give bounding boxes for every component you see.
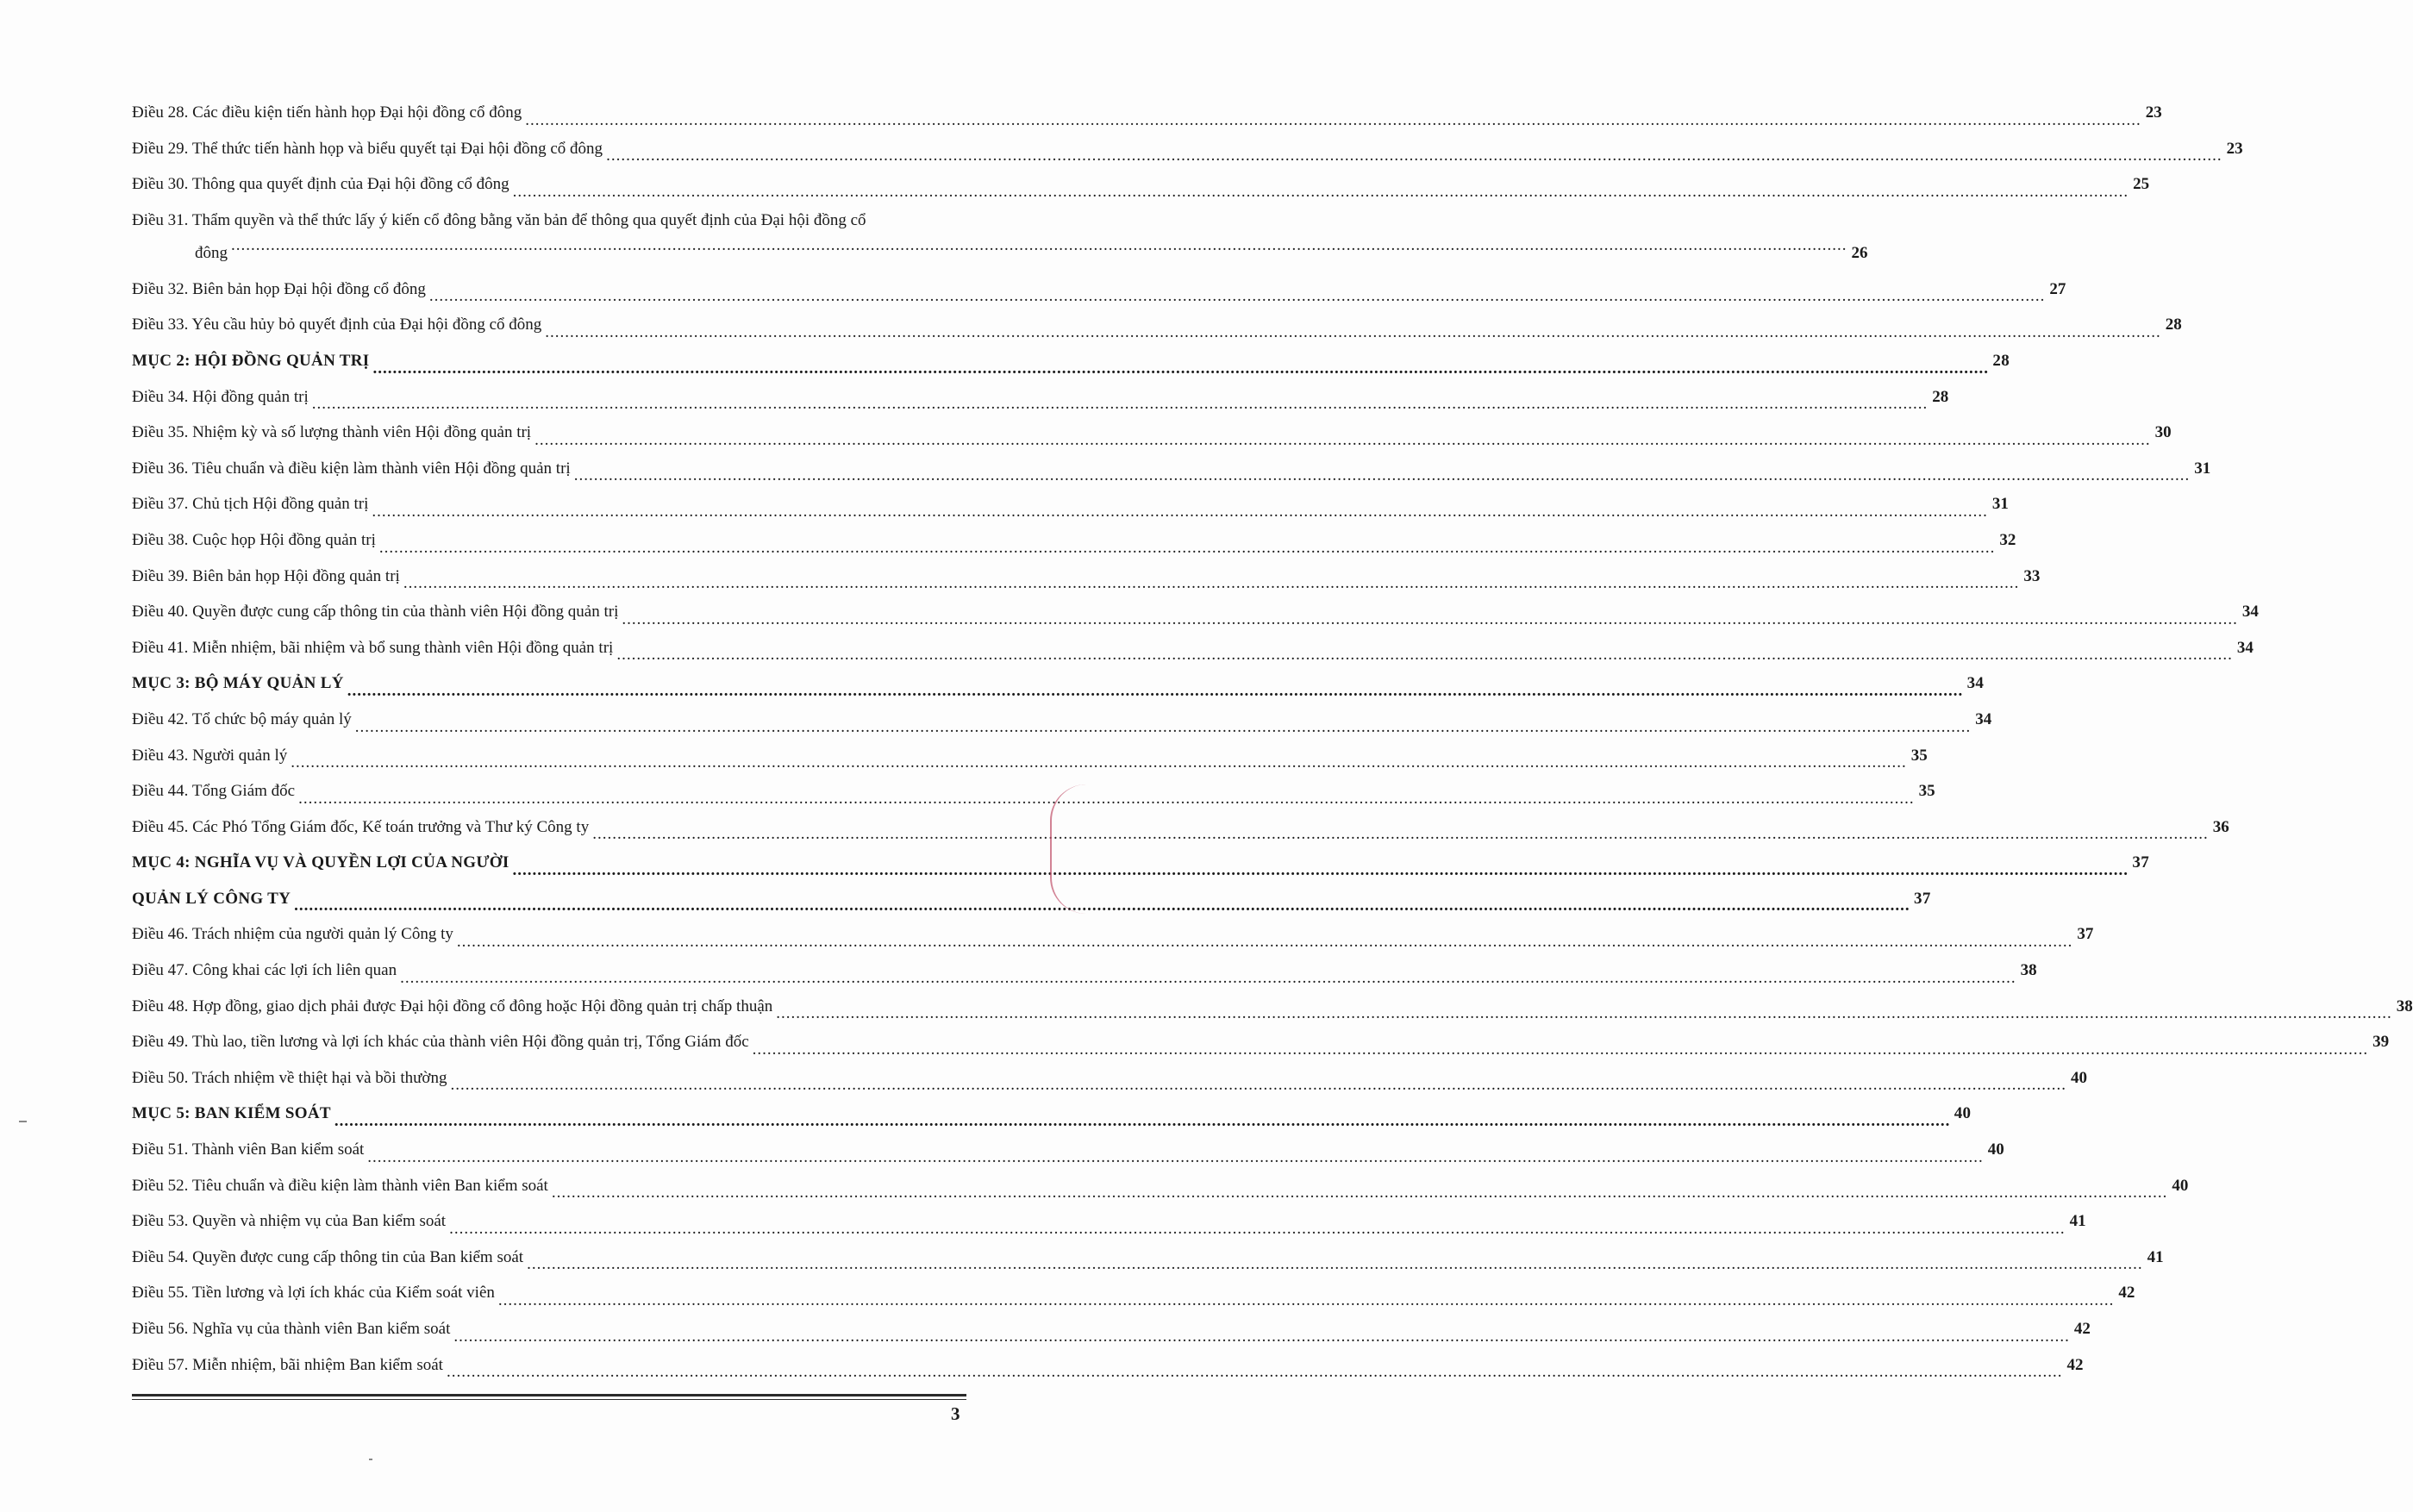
toc-page-number: 37 (2077, 925, 2094, 944)
toc-entry[interactable] (132, 139, 2243, 175)
toc-page-number: 37 (1914, 889, 1931, 908)
toc-entry[interactable] (132, 315, 2182, 351)
toc-page-number: 31 (1991, 495, 2009, 514)
toc-entry-label: Điều 31. Thẩm quyền và thể thức lấy ý kiến cổ đông bằng văn bản để thông qua quyết định của Đại hội đồng cổ (132, 210, 866, 229)
toc-entry[interactable] (132, 1068, 2087, 1104)
toc-page-number: 37 (2132, 853, 2150, 872)
dot-leader (379, 538, 1996, 559)
dot-leader (450, 1075, 2066, 1096)
dot-leader (447, 1362, 2063, 1383)
toc-entry-label: Điều 35. Nhiệm kỳ và số lượng thành viên Hội đồng quản trị (132, 423, 532, 442)
toc-entry-label: Điều 45. Các Phó Tổng Giám đốc, Kế toán trưởng và Thư ký Công ty (132, 817, 590, 836)
dot-leader (457, 932, 2073, 953)
toc-entry[interactable] (132, 1211, 2086, 1247)
toc-page-number: 27 (2049, 279, 2066, 298)
toc-entry-label: Điều 54. Quyền được cung cấp thông tin của Ban kiểm soát (132, 1247, 524, 1266)
toc-entry-label: Điều 51. Thành viên Ban kiểm soát (132, 1140, 365, 1159)
toc-entry-label: Điều 37. Chủ tịch Hội đồng quản trị (132, 495, 369, 514)
table-of-contents (132, 103, 2413, 1390)
toc-page-number: 36 (2212, 817, 2229, 836)
toc-entry[interactable] (132, 422, 2172, 459)
toc-entry-label: Điều 44. Tổng Giám đốc (132, 782, 296, 801)
stamp-edge (1050, 784, 1086, 914)
toc-entry[interactable] (132, 746, 1928, 782)
dot-leader (616, 645, 2233, 665)
toc-entry[interactable] (132, 1032, 2390, 1068)
toc-page-number: 40 (1987, 1140, 2004, 1159)
toc-page-number: 28 (1932, 387, 1949, 406)
toc-entry-label: Điều 48. Hợp đồng, giao dịch phải được Đại hội đồng cổ đông hoặc Hội đồng quản trị chấp thuận (132, 997, 773, 1015)
dot-leader (347, 681, 1964, 702)
toc-entry-label: Điều 39. Biên bản họp Hội đồng quản trị (132, 566, 400, 585)
dot-leader (753, 1040, 2369, 1060)
toc-entry-label-continued: đông (195, 243, 228, 262)
dot-leader (367, 1147, 1984, 1168)
toc-page-number: 26 (1851, 243, 1868, 262)
toc-page-number: 23 (2145, 103, 2162, 122)
dot-leader (592, 824, 2209, 845)
toc-entry-label: Điều 32. Biên bản họp Đại hội đồng cổ đông (132, 279, 426, 298)
toc-page-number: 40 (1954, 1104, 1972, 1123)
dot-leader (606, 146, 2222, 166)
toc-page-number: 38 (2396, 997, 2413, 1015)
toc-page-number: 28 (2165, 316, 2182, 334)
toc-entry-label: Điều 50. Trách nhiệm về thiệt hại và bồi thường (132, 1068, 447, 1087)
toc-page-number: 42 (2118, 1284, 2135, 1303)
toc-entry[interactable] (132, 1283, 2135, 1319)
toc-entry-label: Điều 49. Thù lao, tiền lương và lợi ích khác của thành viên Hội đồng quản trị, Tổng Giám đốc (132, 1033, 749, 1052)
toc-entry[interactable] (132, 103, 2162, 139)
toc-entry[interactable] (132, 924, 2094, 960)
dot-leader (429, 286, 2046, 307)
toc-entry[interactable] (132, 494, 2009, 530)
toc-entry-label: Điều 42. Tổ chức bộ máy quản lý (132, 709, 352, 728)
toc-page-number: 32 (1999, 530, 2016, 549)
toc-page-number: 39 (2372, 1033, 2390, 1052)
toc-page-number: 38 (2020, 961, 2037, 980)
dot-leader (453, 1327, 2070, 1347)
toc-entry-label: Điều 56. Nghĩa vụ của thành viên Ban kiểm soát (132, 1320, 451, 1338)
toc-section-label: MỤC 2: HỘI ĐỒNG QUẢN TRỊ (132, 351, 370, 370)
toc-entry[interactable] (132, 387, 1949, 423)
scan-speck (19, 1121, 27, 1122)
toc-entry-label: Điều 36. Tiêu chuẩn và điều kiện làm thành viên Hội đồng quản trị (132, 459, 571, 478)
toc-entry-label: Điều 46. Trách nhiệm của người quản lý Công ty (132, 925, 453, 944)
dot-leader (373, 359, 1990, 379)
dot-leader (545, 322, 2161, 343)
toc-page-number: 42 (2073, 1320, 2091, 1338)
dot-leader (312, 394, 1929, 415)
dot-leader (527, 1254, 2143, 1275)
toc-page-number: 30 (2154, 423, 2172, 442)
toc-entry[interactable] (132, 530, 2016, 566)
dot-leader (298, 789, 1915, 809)
toc-entry[interactable] (132, 1176, 2189, 1212)
toc-entry-label: Điều 29. Thể thức tiến hành họp và biểu quyết tại Đại hội đồng cổ đông (132, 139, 603, 158)
toc-entry-label: Điều 55. Tiền lương và lợi ích khác của Kiểm soát viên (132, 1284, 495, 1303)
dot-leader (231, 235, 1847, 256)
toc-page-number: 31 (2194, 459, 2211, 478)
toc-page-number: 41 (2147, 1247, 2164, 1266)
dot-leader (291, 753, 1907, 773)
toc-entry[interactable] (132, 459, 2211, 495)
toc-entry-label: Điều 30. Thông qua quyết định của Đại hội đồng cổ đông (132, 175, 509, 194)
toc-entry[interactable] (132, 781, 1935, 817)
toc-page-number: 35 (1918, 782, 1935, 801)
toc-entry[interactable] (132, 1247, 2164, 1284)
dot-leader (449, 1219, 2066, 1240)
toc-section-label: QUẢN LÝ CÔNG TY (132, 889, 291, 908)
toc-entry-label: Điều 53. Quyền và nhiệm vụ của Ban kiểm soát (132, 1212, 447, 1231)
dot-leader (525, 110, 2141, 131)
toc-page-number: 41 (2069, 1212, 2086, 1231)
toc-page-number: 34 (1966, 674, 1985, 693)
dot-leader (403, 573, 2020, 594)
toc-entry-label: Điều 57. Miễn nhiệm, bãi nhiệm Ban kiểm soát (132, 1355, 443, 1374)
toc-entry-label: Điều 43. Người quản lý (132, 746, 288, 765)
toc-entry[interactable] (132, 1140, 2004, 1176)
toc-page-number: 34 (1975, 709, 1992, 728)
toc-section-heading[interactable] (132, 889, 1931, 925)
dot-leader (372, 502, 1988, 522)
dot-leader (294, 896, 1910, 916)
toc-page-number: 33 (2023, 566, 2041, 585)
toc-section-label: MỤC 3: BỘ MÁY QUẢN LÝ (132, 674, 344, 693)
dot-leader (400, 968, 2016, 989)
dot-leader (552, 1183, 2168, 1203)
footer-rule (132, 1394, 966, 1396)
toc-section-heading[interactable] (132, 351, 2010, 387)
toc-entry-label: Điều 28. Các điều kiện tiến hành họp Đại hội đồng cổ đông (132, 103, 522, 122)
dot-leader (534, 430, 2151, 451)
footer-rule-thin (132, 1399, 966, 1400)
toc-section-heading[interactable] (132, 1103, 1972, 1140)
toc-entry[interactable] (132, 210, 1868, 279)
toc-entry[interactable] (132, 174, 2150, 210)
toc-page-number: 25 (2133, 175, 2150, 194)
toc-entry[interactable] (132, 1319, 2091, 1355)
dot-leader (334, 1111, 1951, 1132)
toc-entry-label: Điều 41. Miễn nhiệm, bãi nhiệm và bổ sung thành viên Hội đồng quản trị (132, 638, 614, 657)
toc-entry[interactable] (132, 1355, 2084, 1391)
toc-entry[interactable] (132, 602, 2259, 638)
page-number: 3 (951, 1403, 960, 1424)
toc-page-number: 42 (2066, 1355, 2084, 1374)
scan-speck (369, 1459, 372, 1460)
toc-entry-label: Điều 38. Cuộc họp Hội đồng quản trị (132, 530, 376, 549)
dot-leader (622, 609, 2238, 630)
toc-page-number: 40 (2070, 1068, 2087, 1087)
dot-leader (776, 1003, 2392, 1024)
toc-page-number: 28 (1992, 351, 2010, 370)
dot-leader (513, 182, 2129, 203)
dot-leader (513, 860, 2129, 881)
dot-leader (574, 465, 2191, 486)
toc-section-heading[interactable] (132, 853, 2150, 889)
toc-entry-label: Điều 34. Hội đồng quản trị (132, 387, 309, 406)
toc-page-number: 23 (2226, 139, 2243, 158)
toc-entry-label: Điều 47. Công khai các lợi ích liên quan (132, 961, 397, 980)
toc-entry-label: Điều 33. Yêu cầu hủy bỏ quyết định của Đại hội đồng cổ đông (132, 316, 542, 334)
toc-entry-label: Điều 52. Tiêu chuẩn và điều kiện làm thành viên Ban kiểm soát (132, 1176, 548, 1195)
toc-section-label: MỤC 4: NGHĨA VỤ VÀ QUYỀN LỢI CỦA NGƯỜI (132, 853, 509, 872)
toc-section-label: MỤC 5: BAN KIỂM SOÁT (132, 1104, 331, 1123)
toc-page-number: 34 (2236, 638, 2254, 657)
dot-leader (355, 717, 1972, 738)
toc-entry[interactable] (132, 279, 2066, 316)
toc-entry[interactable] (132, 709, 1992, 746)
toc-section-heading[interactable] (132, 673, 1985, 709)
toc-entry-label: Điều 40. Quyền được cung cấp thông tin của thành viên Hội đồng quản trị (132, 603, 619, 622)
toc-page-number: 40 (2172, 1176, 2189, 1195)
toc-entry[interactable] (132, 566, 2041, 603)
toc-page-number: 35 (1910, 746, 1928, 765)
toc-entry[interactable] (132, 638, 2254, 674)
toc-page-number: 34 (2241, 603, 2259, 622)
dot-leader (498, 1290, 2115, 1311)
toc-entry[interactable] (132, 960, 2037, 997)
toc-entry[interactable] (132, 997, 2413, 1033)
toc-entry[interactable] (132, 817, 2229, 853)
